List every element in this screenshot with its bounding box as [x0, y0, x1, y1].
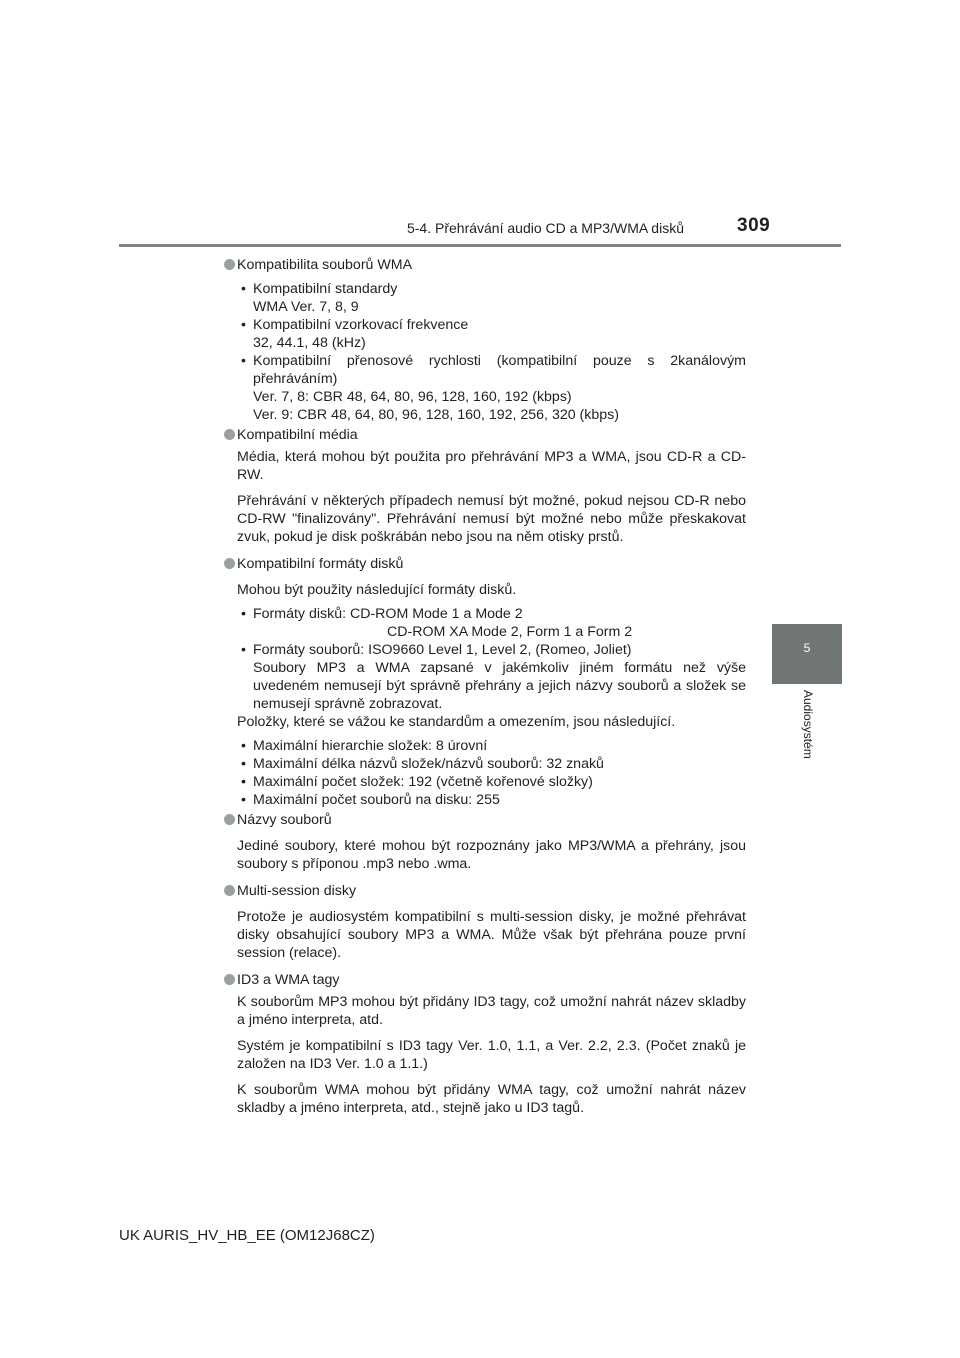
list-item: • Maximální počet složek: 192 (včetně kořenové složky) [237, 773, 746, 791]
footer-model-code: UK AURIS_HV_HB_EE (OM12J68CZ) [119, 1227, 375, 1244]
list-item: • Kompatibilní standardy WMA Ver. 7, 8, 9 [237, 280, 746, 316]
header-divider [119, 244, 841, 247]
chapter-tab-label: Audiosystém [801, 690, 815, 759]
paragraph: K souborům WMA mohou být přidány WMA tagy, což umožní nahrát název skladby a jméno interpreta, atd., stejně jako u ID3 tagů. [237, 1082, 746, 1116]
paragraph: Položky, které se vážou ke standardům a omezením, jsou následující. [237, 714, 676, 730]
section-heading: Kompatibilní formáty disků [224, 555, 746, 573]
paragraph: Systém je kompatibilní s ID3 tagy Ver. 1.0, 1.1, a Ver. 2.2, 2.3. (Počet znaků je založen na ID3 Ver. 1.0 a 1.1.) [237, 1038, 746, 1072]
bullet-circle-icon [224, 885, 235, 896]
bullet-circle-icon [224, 259, 235, 270]
bullet-circle-icon [224, 429, 235, 440]
chapter-tab: 5 [772, 624, 842, 684]
section-heading: Kompatibilita souborů WMA [224, 256, 746, 274]
section-heading: Multi-session disky [224, 882, 746, 900]
section-heading: Kompatibilní média [224, 426, 746, 444]
header-section-title: 5-4. Přehrávání audio CD a MP3/WMA disků [406, 220, 684, 236]
section-heading: Názvy souborů [224, 811, 746, 829]
paragraph: K souborům MP3 mohou být přidány ID3 tagy, což umožní nahrát název skladby a jméno interpreta, atd. [237, 994, 746, 1028]
section-formats [224, 555, 746, 809]
paragraph: Mohou být použity následující formáty disků. [237, 582, 517, 598]
wma-spec-list [224, 280, 746, 424]
section-filenames [224, 811, 746, 873]
list-item: • Kompatibilní přenosové rychlosti (kompatibilní pouze s 2kanálovým přehráváním) Ver. 7, 8: CBR 48, 64, 80, 96, 128, 160, 192 (kbps) Ver. 9: CBR 48, 64, 80, 96, 128, 160, 192, 256, 320 (kbps) [237, 352, 746, 424]
paragraph: Jediné soubory, které mohou být rozpoznány jako MP3/WMA a přehrány, jsou soubory s příponou .mp3 nebo .wma. [237, 838, 746, 872]
bullet-circle-icon [224, 558, 235, 569]
list-item: • Formáty souborů: ISO9660 Level 1, Level 2, (Romeo, Joliet) Soubory MP3 a WMA zapsané v jakémkoliv jiném formátu než výše uvedeném nemusejí být správně přehrány a jejich názvy souborů a složek se nemusejí správně zobrazovat. [237, 641, 746, 713]
list-item: • Kompatibilní vzorkovací frekvence 32, 44.1, 48 (kHz) [237, 316, 746, 352]
bullet-circle-icon [224, 814, 235, 825]
page-content [224, 256, 746, 1117]
list-item: • Maximální počet souborů na disku: 255 [237, 791, 746, 809]
paragraph: Protože je audiosystém kompatibilní s multi-session disky, je možné přehrávat disky obsahující soubory MP3 a WMA. Může však být přehrána pouze první session (relace). [237, 909, 746, 961]
paragraph: Přehrávání v některých případech nemusí být možné, pokud nejsou CD-R nebo CD-RW "finalizovány". Přehrávání nemusí být možné nebo může přeskakovat zvuk, pokud je disk poškrábán nebo jsou na něm otisky prstů. [237, 493, 746, 545]
section-wma [224, 256, 746, 424]
list-item: • Maximální hierarchie složek: 8 úrovní [237, 737, 746, 755]
page-number: 309 [737, 215, 771, 236]
limits-list [224, 737, 746, 809]
paragraph: Média, která mohou být použita pro přehrávání MP3 a WMA, jsou CD-R a CD-RW. [237, 449, 746, 483]
section-media [224, 426, 746, 546]
format-list [224, 605, 746, 713]
section-heading: ID3 a WMA tagy [224, 971, 746, 989]
bullet-circle-icon [224, 974, 235, 985]
section-id3 [224, 971, 746, 1117]
list-item: • Maximální délka názvů složek/názvů souborů: 32 znaků [237, 755, 746, 773]
section-multisession [224, 882, 746, 962]
list-item: • Formáty disků: CD-ROM Mode 1 a Mode 2 CD-ROM XA Mode 2, Form 1 a Form 2 [237, 605, 746, 641]
